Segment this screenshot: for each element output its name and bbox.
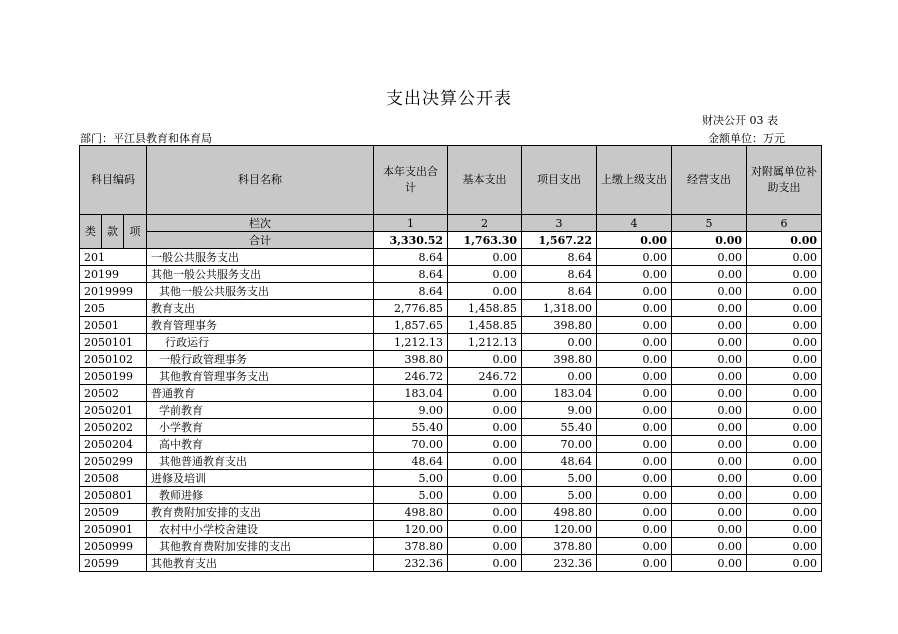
amount-cell: 0.00 xyxy=(597,487,672,504)
total-value: 0.00 xyxy=(597,232,672,249)
subject-code-cell: 20199 xyxy=(80,266,147,283)
amount-cell: 498.80 xyxy=(374,504,448,521)
amount-cell: 0.00 xyxy=(597,249,672,266)
header-row xyxy=(80,146,822,215)
column-number: 3 xyxy=(522,215,597,232)
table-row xyxy=(80,402,822,419)
table-row xyxy=(80,487,822,504)
amount-cell: 8.64 xyxy=(522,266,597,283)
amount-cell: 0.00 xyxy=(448,521,522,538)
total-value: 3,330.52 xyxy=(374,232,448,249)
amount-cell: 0.00 xyxy=(747,521,822,538)
table-row xyxy=(80,385,822,402)
table-row xyxy=(80,300,822,317)
amount-cell: 398.80 xyxy=(522,351,597,368)
amount-cell: 0.00 xyxy=(747,504,822,521)
amount-cell: 0.00 xyxy=(747,385,822,402)
amount-cell: 0.00 xyxy=(448,504,522,521)
amount-cell: 120.00 xyxy=(522,521,597,538)
amount-cell: 0.00 xyxy=(597,283,672,300)
amount-cell: 5.00 xyxy=(374,487,448,504)
amount-unit-label: 金额单位：万元 xyxy=(708,132,785,145)
amount-cell: 232.36 xyxy=(374,555,448,572)
header-subject-name: 科目名称 xyxy=(147,146,374,215)
header-kuan: 款 xyxy=(102,215,124,249)
subject-name-cell: 学前教育 xyxy=(147,402,374,419)
amount-cell: 0.00 xyxy=(747,453,822,470)
amount-cell: 9.00 xyxy=(374,402,448,419)
subject-code-cell: 2050101 xyxy=(80,334,147,351)
subject-name-cell: 小学教育 xyxy=(147,419,374,436)
amount-cell: 8.64 xyxy=(522,249,597,266)
table-row xyxy=(80,470,822,487)
header-basic: 基本支出 xyxy=(448,146,522,215)
amount-cell: 0.00 xyxy=(672,402,747,419)
amount-cell: 0.00 xyxy=(672,538,747,555)
amount-cell: 232.36 xyxy=(522,555,597,572)
total-row xyxy=(80,232,822,249)
amount-cell: 0.00 xyxy=(597,521,672,538)
amount-cell: 0.00 xyxy=(672,419,747,436)
department-label: 部门：平江县教育和体育局 xyxy=(80,132,212,145)
amount-cell: 0.00 xyxy=(597,419,672,436)
amount-cell: 0.00 xyxy=(672,351,747,368)
amount-cell: 183.04 xyxy=(374,385,448,402)
amount-cell: 0.00 xyxy=(672,521,747,538)
header-lanci: 栏次 xyxy=(147,215,374,232)
subject-code-cell: 20502 xyxy=(80,385,147,402)
subject-name-cell: 进修及培训 xyxy=(147,470,374,487)
amount-cell: 8.64 xyxy=(374,266,448,283)
column-number-row xyxy=(80,215,822,232)
header-business: 经营支出 xyxy=(672,146,747,215)
table-row xyxy=(80,436,822,453)
subject-code-cell: 2050201 xyxy=(80,402,147,419)
amount-cell: 0.00 xyxy=(747,368,822,385)
subject-name-cell: 其他一般公共服务支出 xyxy=(147,283,374,300)
table-row xyxy=(80,521,822,538)
amount-cell: 378.80 xyxy=(374,538,448,555)
amount-cell: 378.80 xyxy=(522,538,597,555)
amount-cell: 0.00 xyxy=(448,453,522,470)
subject-name-cell: 其他一般公共服务支出 xyxy=(147,266,374,283)
column-number: 4 xyxy=(597,215,672,232)
amount-cell: 0.00 xyxy=(672,368,747,385)
subject-code-cell: 20501 xyxy=(80,317,147,334)
amount-cell: 0.00 xyxy=(597,538,672,555)
amount-cell: 5.00 xyxy=(522,470,597,487)
amount-cell: 0.00 xyxy=(747,419,822,436)
amount-cell: 0.00 xyxy=(747,538,822,555)
amount-cell: 398.80 xyxy=(522,317,597,334)
amount-cell: 1,212.13 xyxy=(374,334,448,351)
amount-cell: 0.00 xyxy=(597,368,672,385)
form-number: 财决公开 03 表 xyxy=(702,114,778,127)
amount-cell: 0.00 xyxy=(597,300,672,317)
amount-cell: 55.40 xyxy=(522,419,597,436)
table-row xyxy=(80,334,822,351)
amount-cell: 246.72 xyxy=(374,368,448,385)
amount-cell: 0.00 xyxy=(522,334,597,351)
subject-name-cell: 高中教育 xyxy=(147,436,374,453)
amount-cell: 498.80 xyxy=(522,504,597,521)
table-row xyxy=(80,266,822,283)
column-number: 6 xyxy=(747,215,822,232)
header-project: 项目支出 xyxy=(522,146,597,215)
subject-code-cell: 20599 xyxy=(80,555,147,572)
amount-cell: 0.00 xyxy=(597,504,672,521)
amount-cell: 0.00 xyxy=(672,266,747,283)
subject-code-cell: 20508 xyxy=(80,470,147,487)
amount-cell: 0.00 xyxy=(672,555,747,572)
table-row xyxy=(80,351,822,368)
amount-cell: 8.64 xyxy=(522,283,597,300)
amount-cell: 0.00 xyxy=(747,487,822,504)
amount-cell: 0.00 xyxy=(672,436,747,453)
amount-cell: 0.00 xyxy=(672,470,747,487)
amount-cell: 246.72 xyxy=(448,368,522,385)
table-row xyxy=(80,368,822,385)
amount-cell: 0.00 xyxy=(747,436,822,453)
amount-cell: 55.40 xyxy=(374,419,448,436)
amount-cell: 1,458.85 xyxy=(448,317,522,334)
amount-cell: 0.00 xyxy=(672,504,747,521)
amount-cell: 0.00 xyxy=(747,317,822,334)
amount-cell: 0.00 xyxy=(448,402,522,419)
header-xiang: 项 xyxy=(124,215,147,249)
amount-cell: 0.00 xyxy=(747,300,822,317)
column-number: 5 xyxy=(672,215,747,232)
amount-cell: 0.00 xyxy=(448,555,522,572)
subject-name-cell: 教育费附加安排的支出 xyxy=(147,504,374,521)
table-row xyxy=(80,504,822,521)
subject-code-cell: 2050801 xyxy=(80,487,147,504)
amount-cell: 5.00 xyxy=(374,470,448,487)
amount-cell: 0.00 xyxy=(672,487,747,504)
subject-code-cell: 2019999 xyxy=(80,283,147,300)
subject-name-cell: 其他教育支出 xyxy=(147,555,374,572)
subject-code-cell: 201 xyxy=(80,249,147,266)
amount-cell: 1,458.85 xyxy=(448,300,522,317)
subject-name-cell: 农村中小学校舍建设 xyxy=(147,521,374,538)
subject-name-cell: 其他教育管理事务支出 xyxy=(147,368,374,385)
amount-cell: 0.00 xyxy=(448,436,522,453)
header-total: 本年支出合计 xyxy=(374,146,448,215)
amount-cell: 0.00 xyxy=(747,555,822,572)
amount-cell: 0.00 xyxy=(747,470,822,487)
amount-cell: 5.00 xyxy=(522,487,597,504)
amount-cell: 0.00 xyxy=(747,266,822,283)
amount-cell: 0.00 xyxy=(448,385,522,402)
amount-cell: 0.00 xyxy=(747,334,822,351)
subject-name-cell: 教育管理事务 xyxy=(147,317,374,334)
total-value: 1,567.22 xyxy=(522,232,597,249)
amount-cell: 0.00 xyxy=(747,402,822,419)
amount-cell: 0.00 xyxy=(597,266,672,283)
subject-code-cell: 2050299 xyxy=(80,453,147,470)
amount-cell: 0.00 xyxy=(448,470,522,487)
amount-cell: 48.64 xyxy=(374,453,448,470)
subject-code-cell: 2050199 xyxy=(80,368,147,385)
subject-name-cell: 教师进修 xyxy=(147,487,374,504)
subject-code-cell: 205 xyxy=(80,300,147,317)
subject-name-cell: 其他教育费附加安排的支出 xyxy=(147,538,374,555)
amount-cell: 120.00 xyxy=(374,521,448,538)
amount-cell: 0.00 xyxy=(672,453,747,470)
amount-cell: 0.00 xyxy=(672,317,747,334)
subject-name-cell: 一般公共服务支出 xyxy=(147,249,374,266)
amount-cell: 0.00 xyxy=(672,283,747,300)
amount-cell: 0.00 xyxy=(522,368,597,385)
total-label: 合计 xyxy=(147,232,374,249)
amount-cell: 0.00 xyxy=(597,436,672,453)
total-value: 0.00 xyxy=(672,232,747,249)
amount-cell: 8.64 xyxy=(374,249,448,266)
amount-cell: 1,857.65 xyxy=(374,317,448,334)
header-subject-code: 科目编码 xyxy=(80,146,147,215)
amount-cell: 0.00 xyxy=(448,283,522,300)
amount-cell: 0.00 xyxy=(448,351,522,368)
amount-cell: 0.00 xyxy=(747,249,822,266)
report-title: 支出决算公开表 xyxy=(386,89,512,109)
subject-name-cell: 其他普通教育支出 xyxy=(147,453,374,470)
amount-cell: 0.00 xyxy=(448,266,522,283)
amount-cell: 0.00 xyxy=(672,334,747,351)
amount-cell: 8.64 xyxy=(374,283,448,300)
subject-name-cell: 一般行政管理事务 xyxy=(147,351,374,368)
amount-cell: 0.00 xyxy=(672,249,747,266)
subject-name-cell: 行政运行 xyxy=(147,334,374,351)
table-row xyxy=(80,538,822,555)
amount-cell: 398.80 xyxy=(374,351,448,368)
table-row xyxy=(80,419,822,436)
subject-code-cell: 2050202 xyxy=(80,419,147,436)
amount-cell: 1,318.00 xyxy=(522,300,597,317)
amount-cell: 2,776.85 xyxy=(374,300,448,317)
amount-cell: 0.00 xyxy=(747,351,822,368)
header-subsidiary: 对附属单位补助支出 xyxy=(747,146,822,215)
amount-cell: 0.00 xyxy=(597,317,672,334)
total-value: 0.00 xyxy=(747,232,822,249)
amount-cell: 0.00 xyxy=(672,385,747,402)
amount-cell: 9.00 xyxy=(522,402,597,419)
amount-cell: 0.00 xyxy=(597,555,672,572)
amount-cell: 183.04 xyxy=(522,385,597,402)
amount-cell: 0.00 xyxy=(597,453,672,470)
expenditure-table xyxy=(79,145,822,572)
subject-name-cell: 教育支出 xyxy=(147,300,374,317)
amount-cell: 48.64 xyxy=(522,453,597,470)
subject-code-cell: 2050102 xyxy=(80,351,147,368)
subject-code-cell: 2050204 xyxy=(80,436,147,453)
table-row xyxy=(80,555,822,572)
amount-cell: 0.00 xyxy=(448,419,522,436)
amount-cell: 0.00 xyxy=(747,283,822,300)
table-row xyxy=(80,317,822,334)
subject-code-cell: 2050999 xyxy=(80,538,147,555)
header-lei: 类 xyxy=(80,215,102,249)
amount-cell: 70.00 xyxy=(374,436,448,453)
header-upper: 上缴上级支出 xyxy=(597,146,672,215)
amount-cell: 0.00 xyxy=(597,402,672,419)
amount-cell: 0.00 xyxy=(672,300,747,317)
amount-cell: 0.00 xyxy=(448,538,522,555)
subject-name-cell: 普通教育 xyxy=(147,385,374,402)
table-row xyxy=(80,249,822,266)
amount-cell: 1,212.13 xyxy=(448,334,522,351)
column-number: 1 xyxy=(374,215,448,232)
table-row xyxy=(80,283,822,300)
amount-cell: 70.00 xyxy=(522,436,597,453)
amount-cell: 0.00 xyxy=(597,385,672,402)
total-value: 1,763.30 xyxy=(448,232,522,249)
subject-code-cell: 20509 xyxy=(80,504,147,521)
subject-code-cell: 2050901 xyxy=(80,521,147,538)
amount-cell: 0.00 xyxy=(448,249,522,266)
amount-cell: 0.00 xyxy=(597,351,672,368)
amount-cell: 0.00 xyxy=(597,334,672,351)
amount-cell: 0.00 xyxy=(448,487,522,504)
amount-cell: 0.00 xyxy=(597,470,672,487)
column-number: 2 xyxy=(448,215,522,232)
table-row xyxy=(80,453,822,470)
